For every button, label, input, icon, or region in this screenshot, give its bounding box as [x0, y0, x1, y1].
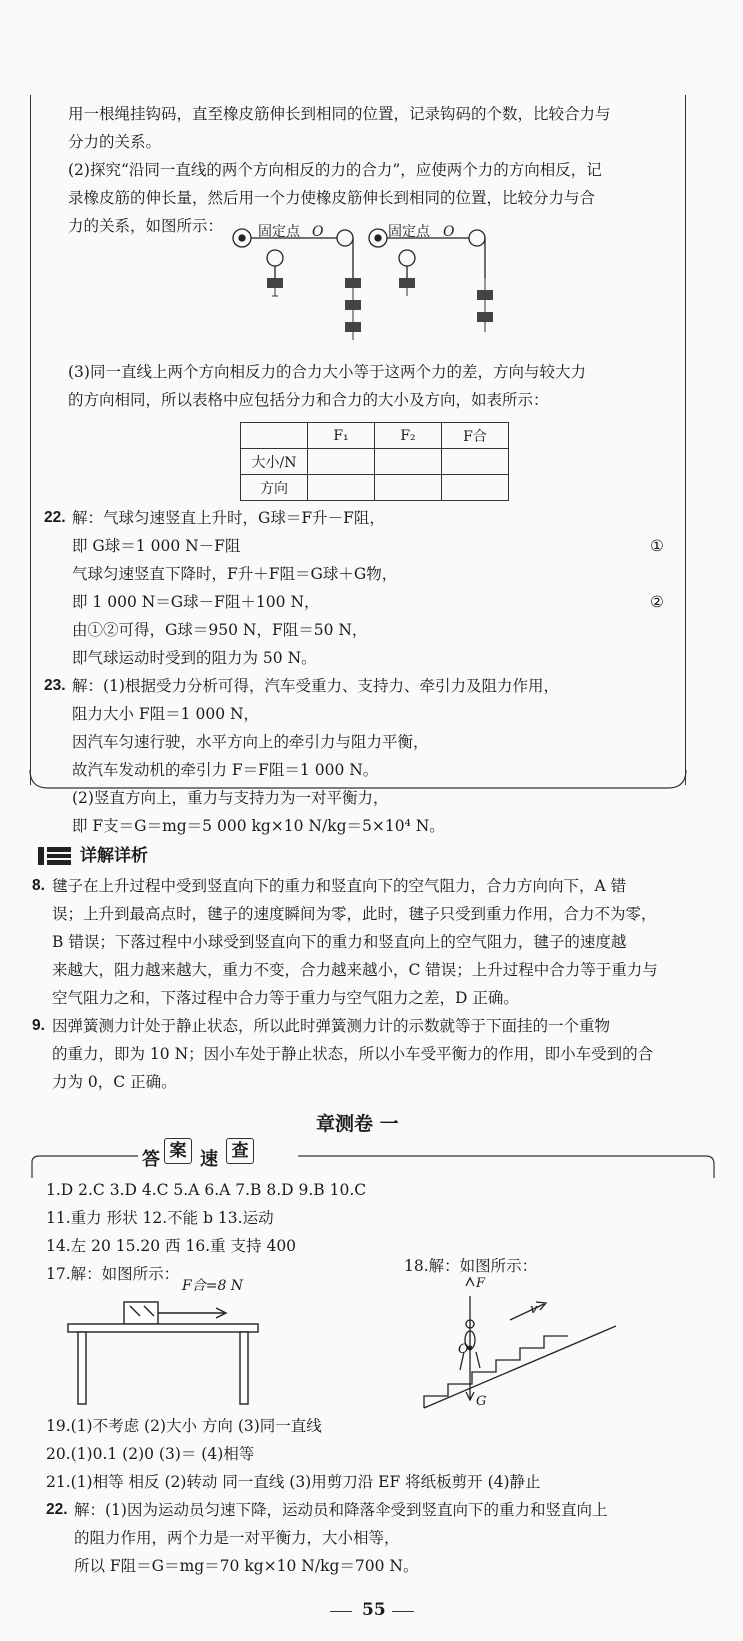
- table-header: F₂: [375, 423, 442, 449]
- text-line: 因弹簧测力计处于静止状态，所以此时弹簧测力计的示数就等于下面挂的一个重物: [52, 1017, 611, 1035]
- table-cell: [375, 475, 442, 501]
- equation-mark: ①: [650, 537, 664, 555]
- box-right-border: [685, 95, 686, 785]
- answer-line: 21.(1)相等 相反 (2)转动 同一直线 (3)用剪刀沿 EF 将纸板剪开 (4)静止: [46, 1473, 541, 1491]
- o-label: O: [443, 224, 455, 240]
- text-line: 的重力，即为 10 N；因小车处于静止状态，所以小车受平衡力的作用，即小车受到的合: [52, 1045, 654, 1063]
- answer-line: 20.(1)0.1 (2)0 (3)＝ (4)相等: [46, 1445, 255, 1463]
- text-line: 气球匀速竖直下降时，F升＋F阻＝G球＋G物，: [72, 565, 398, 583]
- text-line: 即 F支＝G＝mg＝5 000 kg×10 N/kg＝5×10⁴ N。: [72, 817, 445, 835]
- text-line: (2)竖直方向上，重力与支持力为一对平衡力，: [72, 789, 389, 807]
- question-number: 22.: [44, 509, 66, 526]
- chapter-title: 章测卷 一: [316, 1113, 399, 1135]
- text-line: 误；上升到最高点时，毽子的速度瞬间为零，此时，毽子只受到重力作用，合力不为零，: [52, 905, 657, 923]
- banner-char: 速: [200, 1149, 218, 1170]
- table-cell: [308, 449, 375, 475]
- text-line: 的阻力作用，两个力是一对平衡力，大小相等，: [74, 1529, 400, 1547]
- text-line: 分力的关系。: [68, 133, 162, 151]
- page-number: 55: [362, 1600, 386, 1620]
- answer-line: 11.重力 形状 12.不能 b 13.运动: [46, 1209, 274, 1227]
- point-o-label: O: [458, 1342, 469, 1357]
- text-line: 由①②可得，G球＝950 N，F阻＝50 N，: [72, 621, 368, 639]
- fixed-point-label: 固定点: [388, 224, 430, 240]
- table-cell: [442, 475, 509, 501]
- banner-char-boxed: 案: [164, 1138, 192, 1164]
- page-number-dash: [330, 1611, 352, 1612]
- text-line: 的方向相同，所以表格中应包括分力和合力的大小及方向，如表所示：: [68, 391, 549, 409]
- force-table: [240, 422, 509, 501]
- detail-title: 详解详析: [80, 846, 148, 866]
- text-line: 因汽车匀速行驶，水平方向上的牵引力与阻力平衡，: [72, 733, 429, 751]
- gravity-g-label: G: [476, 1394, 487, 1409]
- text-line: 录橡皮筋的伸长量，然后用一个力使橡皮筋伸长到相同的位置，比较分力与合: [68, 189, 596, 207]
- question-number: 22.: [46, 1501, 68, 1518]
- table-header: [241, 423, 308, 449]
- resultant-force-label: F合=8 N: [182, 1278, 244, 1294]
- text-line: 故汽车发动机的牵引力 F＝F阻＝1 000 N。: [72, 761, 379, 779]
- text-line: 空气阻力之和，下落过程中合力等于重力与空气阻力之差，D 正确。: [52, 989, 519, 1007]
- banner-char: 答: [142, 1149, 160, 1170]
- text-line: 力的关系，如图所示：: [68, 217, 224, 235]
- velocity-v-label: v: [530, 1302, 538, 1317]
- table-header: F合: [442, 423, 509, 449]
- text-line: 用一根绳挂钩码，直至橡皮筋伸长到相同的位置，记录钩码的个数，比较合力与: [68, 105, 611, 123]
- answer-banner-frame: [28, 1138, 718, 1178]
- text-line: 阻力大小 F阻＝1 000 N，: [72, 705, 260, 723]
- o-label: O: [312, 224, 324, 240]
- text-line: 即气球运动时受到的阻力为 50 N。: [72, 649, 317, 667]
- text-line: 解：(1)因为运动员匀速下降，运动员和降落伞受到竖直向下的重力和竖直向上: [74, 1501, 608, 1519]
- text-line: 解：(1)根据受力分析可得，汽车受重力、支持力、牵引力及阻力作用，: [72, 677, 559, 695]
- banner-char-boxed: 查: [226, 1138, 254, 1164]
- list-icon: [38, 846, 72, 866]
- answer-line: 14.左 20 15.20 西 16.重 支持 400: [46, 1237, 297, 1255]
- box-left-border: [30, 95, 31, 785]
- text-line: (3)同一直线上两个方向相反力的合力大小等于这两个力的差，方向与较大力: [68, 363, 586, 381]
- table-cell: 大小/N: [241, 449, 308, 475]
- table-header: F₁: [308, 423, 375, 449]
- text-line: 力为 0，C 正确。: [52, 1073, 177, 1091]
- text-line: 毽子在上升过程中受到竖直向下的重力和竖直向下的空气阻力，合力方向向下，A 错: [52, 877, 627, 895]
- answer-line: 17.解：如图所示：: [46, 1265, 180, 1283]
- text-line: 所以 F阻＝G＝mg＝70 kg×10 N/kg＝700 N。: [74, 1557, 419, 1575]
- text-line: 即 1 000 N＝G球－F阻＋100 N，: [72, 593, 320, 611]
- fixed-point-label: 固定点: [258, 224, 300, 240]
- table-cell: [308, 475, 375, 501]
- page-number-dash: [392, 1611, 414, 1612]
- text-line: (2)探究“沿同一直线的两个方向相反的力的合力”，应使两个力的方向相反，记: [68, 161, 602, 179]
- text-line: 即 G球＝1 000 N－F阻: [72, 537, 241, 555]
- answer-line: 18.解：如图所示：: [404, 1257, 538, 1275]
- escalator-figure: [420, 1276, 620, 1412]
- table-cell: [375, 449, 442, 475]
- text-line: 来越大，阻力越来越大，重力不变，合力越来越小，C 错误；上升过程中合力等于重力与: [52, 961, 658, 979]
- question-number: 9.: [32, 1017, 45, 1034]
- answer-line: 19.(1)不考虑 (2)大小 方向 (3)同一直线: [46, 1417, 322, 1435]
- table-cell: [442, 449, 509, 475]
- question-number: 8.: [32, 877, 45, 894]
- question-number: 23.: [44, 677, 66, 694]
- table-cell: 方向: [241, 475, 308, 501]
- text-line: 解：气球匀速竖直上升时，G球＝F升－F阻，: [72, 509, 385, 527]
- text-line: B 错误；下落过程中小球受到竖直向下的重力和竖直向上的空气阻力，毽子的速度越: [52, 933, 627, 951]
- answer-line: 1.D 2.C 3.D 4.C 5.A 6.A 7.B 8.D 9.B 10.C: [46, 1181, 367, 1199]
- equation-mark: ②: [650, 593, 664, 611]
- force-f-label: F: [476, 1276, 486, 1291]
- table-block-figure: [64, 1292, 324, 1412]
